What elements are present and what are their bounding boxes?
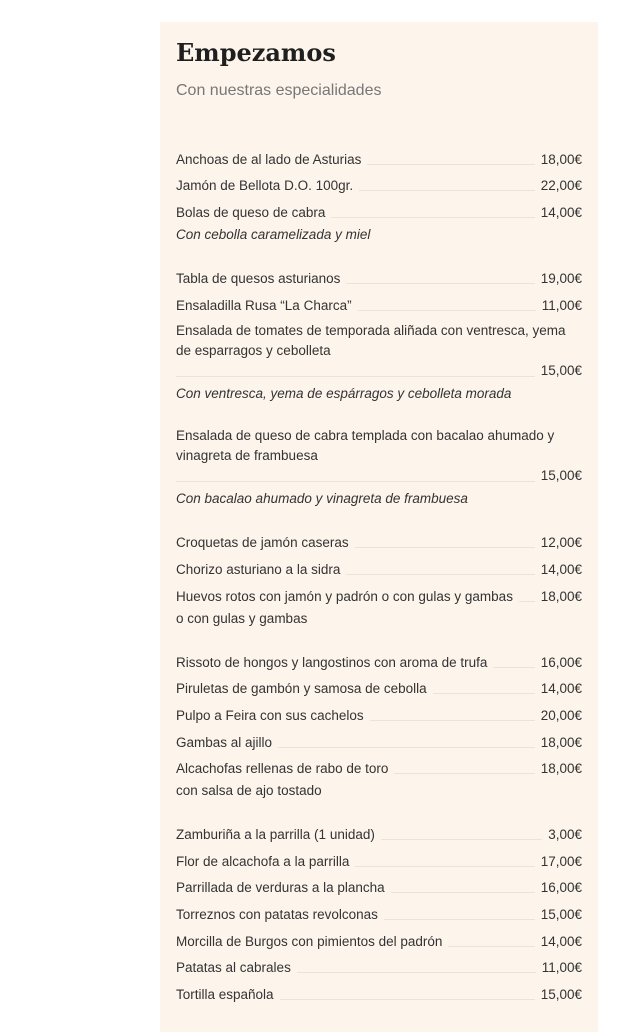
menu-item-name: Ensalada de tomates de temporada aliñada con ventresca, yema de esparragos y cebolleta (176, 322, 566, 358)
menu-item-price: 16,00€ (540, 880, 582, 896)
menu-item (176, 420, 582, 486)
menu-item (176, 169, 582, 196)
menu-item-name: Huevos rotos con jamón y padrón o con gulas y gambas (176, 588, 513, 604)
dot-leader (280, 999, 535, 1000)
menu-item-price: 14,00€ (540, 681, 582, 697)
menu-item (176, 977, 582, 1004)
dot-leader (358, 310, 536, 311)
menu-item (176, 526, 582, 553)
item-note: con salsa de ajo tostado (176, 783, 322, 799)
menu-item (176, 552, 582, 579)
menu-item (176, 752, 582, 779)
menu-item (176, 261, 582, 288)
menu-item-name: Rissoto de hongos y langostinos con aroma de trufa (176, 654, 488, 670)
group-spacer (176, 632, 582, 645)
menu-item-name: Torreznos con patatas revolconas (176, 907, 378, 923)
menu-item-price: 18,00€ (540, 761, 582, 777)
menu-item (176, 844, 582, 871)
dot-leader (433, 693, 535, 694)
menu-item (176, 195, 582, 222)
menu-item-name: Zamburiña a la parrilla (1 unidad) (176, 827, 375, 843)
group-spacer (176, 248, 582, 261)
dot-leader (176, 376, 535, 377)
menu-item-name: Ensalada de queso de cabra templada con bacalao ahumado y vinagreta de frambuesa (176, 428, 555, 464)
menu-item-price: 19,00€ (540, 270, 582, 286)
menu-item-price: 14,00€ (540, 933, 582, 949)
dot-leader (367, 164, 534, 165)
menu-item (176, 672, 582, 699)
item-note: Con cebolla caramelizada y miel (176, 226, 371, 242)
menu-item-price: 16,00€ (540, 654, 582, 670)
dot-leader (176, 481, 535, 482)
menu-item-price: 12,00€ (540, 535, 582, 551)
menu-item-name: Chorizo asturiano a la sidra (176, 561, 341, 577)
group-spacer (176, 805, 582, 818)
section-title: Empezamos (176, 38, 336, 67)
dot-leader (448, 946, 534, 947)
menu-item (176, 951, 582, 978)
menu-item-name: Croquetas de jamón caseras (176, 535, 349, 551)
dot-leader (278, 747, 535, 748)
dot-leader (384, 919, 535, 920)
menu-item-price: 3,00€ (548, 827, 582, 843)
menu-item-name: Tabla de quesos asturianos (176, 270, 341, 286)
menu-item-price: 18,00€ (540, 151, 582, 167)
dot-leader (493, 667, 534, 668)
menu-item (176, 818, 582, 845)
menu-card (160, 22, 598, 1032)
menu-item-name: Morcilla de Burgos con pimientos del padrón (176, 933, 443, 949)
dot-leader (391, 892, 535, 893)
item-note: Con ventresca, yema de espárragos y cebolleta morada (176, 385, 512, 401)
item-note: Con bacalao ahumado y vinagreta de frambuesa (176, 491, 468, 507)
group-spacer (176, 513, 582, 526)
menu-item-price: 15,00€ (540, 986, 582, 1002)
dot-leader (370, 720, 535, 721)
dot-leader (331, 217, 534, 218)
menu-item (176, 288, 582, 315)
menu-item-price: 14,00€ (540, 204, 582, 220)
dot-leader (346, 283, 534, 284)
menu-item-price-row (176, 466, 582, 486)
dot-leader (359, 190, 535, 191)
menu-item (176, 698, 582, 725)
menu-item-name: Patatas al cabrales (176, 960, 291, 976)
menu-item-price: 18,00€ (540, 734, 582, 750)
menu-item (176, 315, 582, 381)
menu-list (176, 142, 582, 1004)
menu-item (176, 871, 582, 898)
menu-item-name: Piruletas de gambón y samosa de cebolla (176, 681, 427, 697)
dot-leader (355, 866, 534, 867)
menu-item-name: Alcachofas rellenas de rabo de toro (176, 761, 389, 777)
item-note: o con gulas y gambas (176, 610, 308, 626)
menu-item-price: 15,00€ (540, 907, 582, 923)
menu-item-name: Pulpo a Feira con sus cachelos (176, 707, 364, 723)
dot-leader (519, 601, 535, 602)
menu-item-name: Tortilla española (176, 986, 274, 1002)
menu-item-price: 14,00€ (540, 561, 582, 577)
dot-leader (346, 574, 534, 575)
menu-item-price: 15,00€ (540, 468, 582, 484)
menu-item-price-row (176, 361, 582, 381)
menu-item-name: Bolas de queso de cabra (176, 204, 326, 220)
menu-item-price: 11,00€ (541, 297, 582, 313)
menu-item (176, 725, 582, 752)
menu-item (176, 897, 582, 924)
menu-item-price: 18,00€ (540, 588, 582, 604)
menu-item (176, 579, 582, 606)
menu-item-name: Gambas al ajillo (176, 734, 273, 750)
dot-leader (297, 972, 536, 973)
menu-item-name: Ensaladilla Rusa “La Charca” (176, 297, 352, 313)
section-subtitle: Con nuestras especialidades (176, 82, 382, 99)
menu-item-name: Parrillada de verduras a la plancha (176, 880, 385, 896)
group-spacer (176, 407, 582, 420)
menu-item-price: 20,00€ (540, 707, 582, 723)
menu-item-name: Jamón de Bellota D.O. 100gr. (176, 178, 354, 194)
menu-item-price: 17,00€ (540, 853, 582, 869)
menu-item (176, 142, 582, 169)
menu-item-name: Flor de alcachofa a la parrilla (176, 853, 350, 869)
dot-leader (381, 839, 542, 840)
menu-item-price: 15,00€ (540, 362, 582, 378)
dot-leader (355, 547, 535, 548)
menu-item-price: 22,00€ (540, 178, 582, 194)
dot-leader (394, 773, 534, 774)
menu-item-name: Anchoas de al lado de Asturias (176, 151, 362, 167)
menu-item (176, 924, 582, 951)
menu-item-price: 11,00€ (541, 960, 582, 976)
menu-item (176, 645, 582, 672)
